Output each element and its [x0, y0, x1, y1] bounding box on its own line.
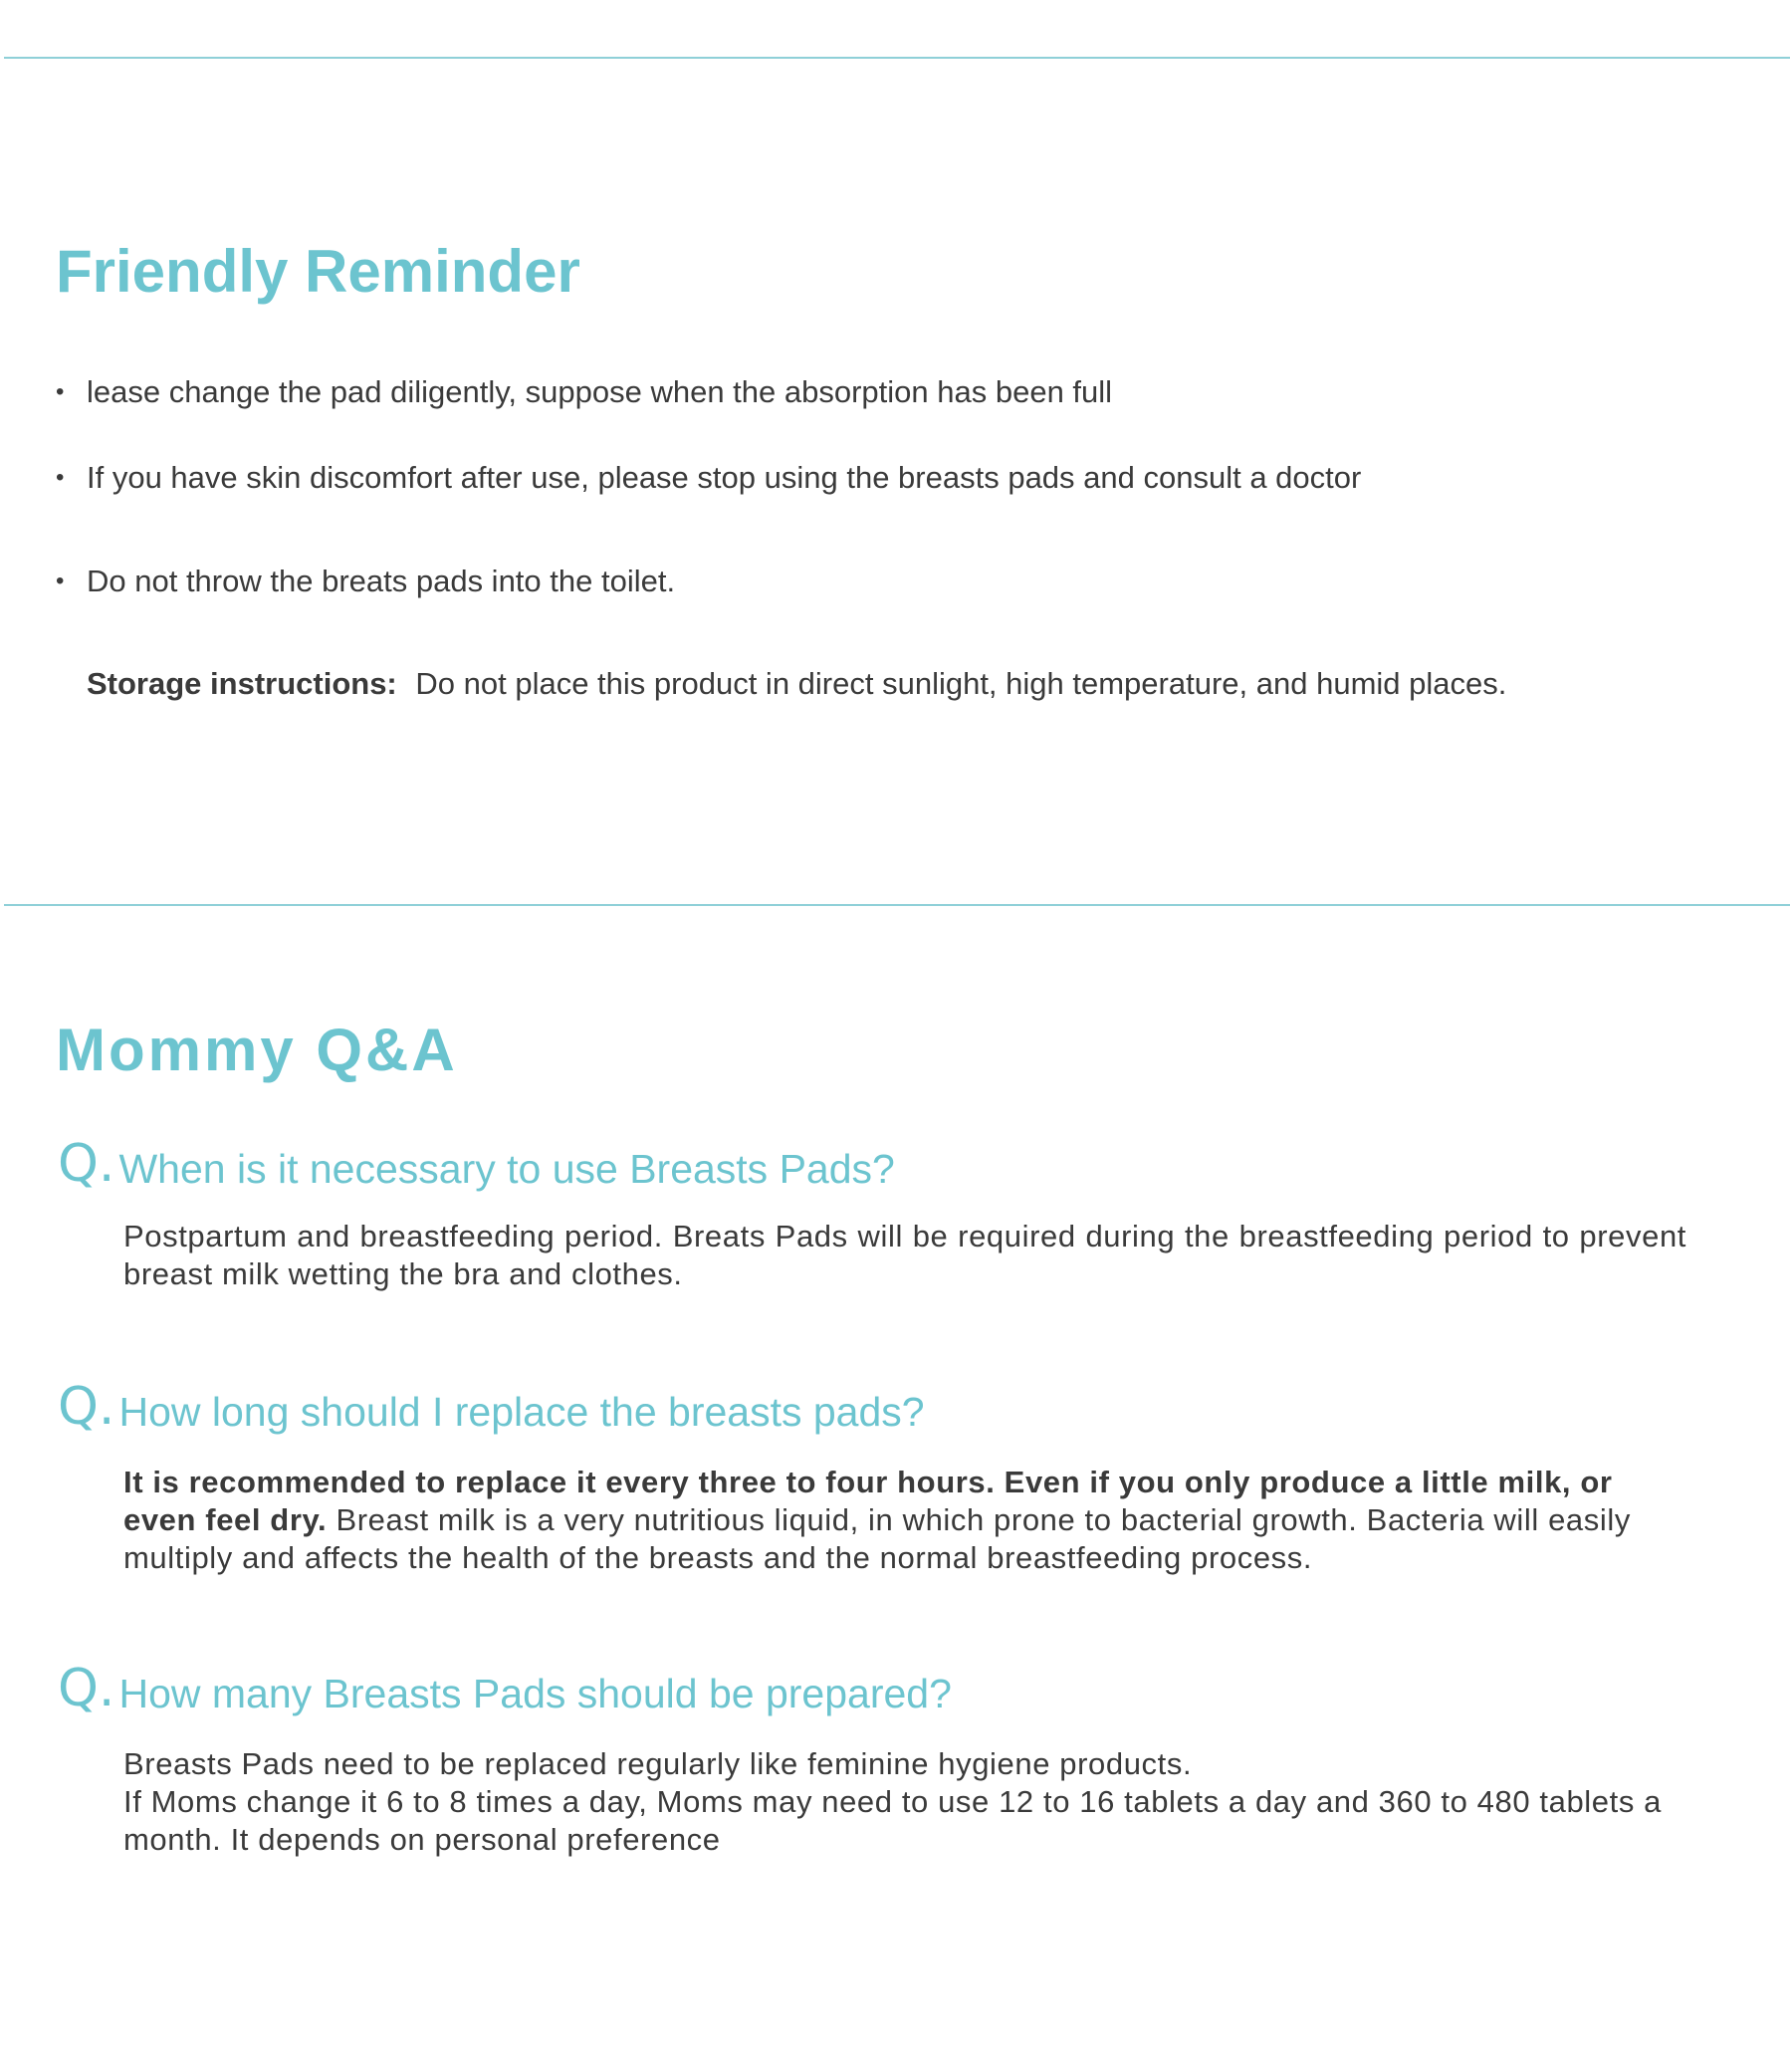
storage-instructions: [87, 665, 1506, 702]
reminder-bullet-1: [56, 373, 1112, 410]
q-marker-icon: Q.: [58, 1377, 115, 1437]
mommy-qa-title: Mommy Q&A: [56, 1017, 458, 1083]
top-divider: [4, 57, 1790, 59]
question-text: How long should I replace the breasts pads?: [118, 1389, 925, 1435]
bullet-icon: •: [56, 464, 65, 491]
bullet-icon: •: [56, 378, 65, 405]
answer-3-line-1: Breasts Pads need to be replaced regularly like feminine hygiene products.: [123, 1746, 1193, 1781]
reminder-bullet-text: If you have skin discomfort after use, please stop using the breasts pads and consult a doctor: [87, 460, 1362, 495]
answer-2-text: Breast milk is a very nutritious liquid, in which prone to bacterial growth. Bacteria will easily multiply and affects the health of the breasts and the normal breastfeeding process.: [123, 1502, 1631, 1575]
storage-text: Do not place this product in direct sunlight, high temperature, and humid places.: [415, 666, 1507, 701]
answer-1: Postpartum and breastfeeding period. Breats Pads will be required during the breastfeeding period to prevent breast milk wetting the bra and clothes.: [123, 1219, 1686, 1291]
answer-3: [123, 1745, 1686, 1859]
middle-divider: [4, 904, 1790, 906]
question-text: When is it necessary to use Breasts Pads?: [118, 1146, 895, 1192]
reminder-bullet-text: lease change the pad diligently, suppose when the absorption has been full: [87, 374, 1113, 409]
reminder-bullet-2: [56, 459, 1361, 496]
question-1: [58, 1134, 895, 1194]
question-2: [58, 1377, 925, 1437]
answer-2: [123, 1464, 1686, 1577]
q-marker-icon: Q.: [58, 1134, 115, 1194]
answer-2-bold: It is recommended to replace it every three to four hours. Even if you only produce a little milk, or even feel dry.: [123, 1465, 1613, 1537]
question-3: [58, 1659, 952, 1718]
bullet-icon: •: [56, 568, 65, 594]
answer-3-line-2: If Moms change it 6 to 8 times a day, Moms may need to use 12 to 16 tablets a day and 360 to 480 tablets a month. It depends on personal preference: [123, 1784, 1662, 1857]
reminder-bullet-3: [56, 563, 675, 599]
reminder-bullet-text: Do not throw the breats pads into the toilet.: [87, 564, 676, 598]
q-marker-icon: Q.: [58, 1659, 115, 1718]
friendly-reminder-title: Friendly Reminder: [56, 238, 580, 305]
storage-label: Storage instructions:: [87, 666, 397, 701]
question-text: How many Breasts Pads should be prepared?: [118, 1671, 952, 1716]
